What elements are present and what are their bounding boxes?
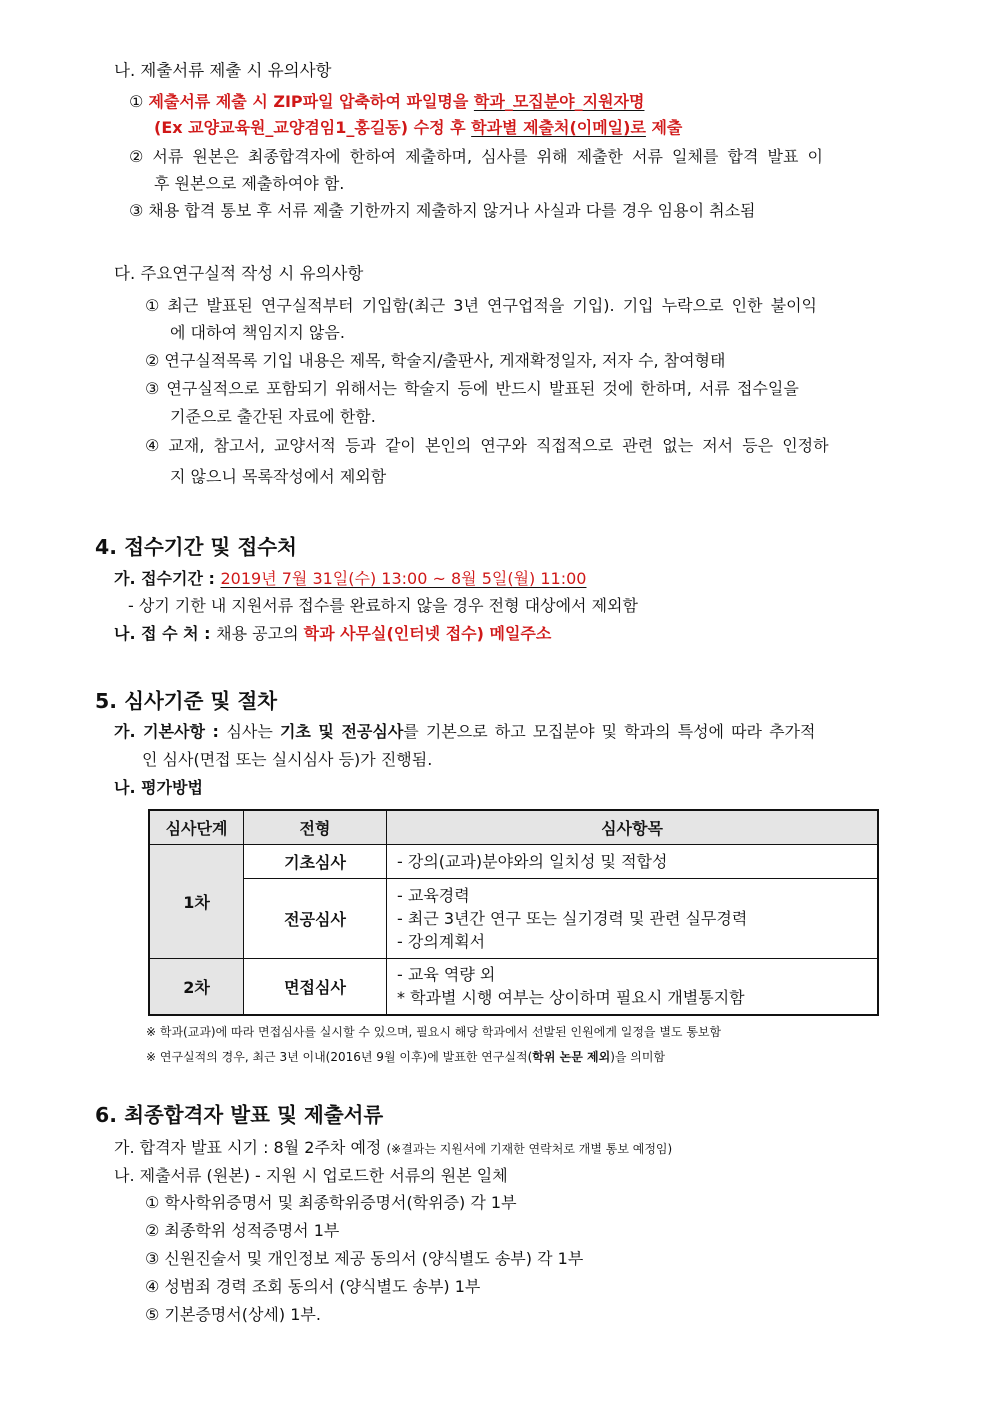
research-note-3-line2: 기준으로 출간된 자료에 한함. [170,407,376,426]
list-item: - 최근 3년간 연구 또는 실기경력 및 관련 실무경력 [397,909,748,928]
field-label: 가. 접수기간 : [114,569,221,588]
highlight-text: (Ex 교양교육원_교양겸임1_홍길동) 수정 후 [154,118,472,137]
application-place [114,623,551,645]
field-value: 2019년 7월 31일(수) 13:00 ~ 8월 5일(월) 11:00 [220,569,587,588]
highlight-text: 제출 [645,118,683,137]
application-period [114,568,586,590]
items-cell [387,959,879,1015]
announcement-date [114,1137,672,1160]
document-item: ③ 신원진술서 및 개인정보 제공 동의서 (양식별도 송부) 각 1부 [145,1249,584,1268]
highlight-text: 제출서류 제출 시 ZIP파일 압축하여 파일명을 [148,92,474,111]
type-cell: 기초심사 [244,845,387,879]
application-period-note: - 상기 기한 내 지원서류 접수를 완료하지 않을 경우 전형 대상에서 제외함 [128,596,638,615]
list-item: * 학과별 시행 여부는 상이하며 필요시 개별통지함 [397,988,745,1008]
item-number: ① [129,92,144,111]
footnote-text: ※ 연구실적의 경우, 최근 3년 이내(2016년 9월 이후)에 발표한 연구실적( [146,1050,533,1064]
research-note-1-line2: 에 대하여 책임지지 않음. [170,323,345,342]
table-row [149,959,878,1015]
table-footnote-2 [146,1046,665,1068]
research-note-4-line2: 지 않으니 목록작성에서 제외함 [170,467,387,486]
items-cell [387,845,879,879]
items-cell [387,879,879,959]
footnote-text-bold: 학위 논문 제외 [532,1050,611,1064]
field-label: 나. 접 수 처 : [114,624,217,643]
footnote-text: )을 의미함 [610,1050,666,1064]
table-footnote-1: ※ 학과(교과)에 따라 면접심사를 실시할 수 있으며, 필요시 해당 학과에서 선발된 인원에게 일정을 별도 통보함 [146,1025,722,1039]
submission-note-2-line1: ② 서류 원본은 최종합격자에 한하여 제출하며, 심사를 위해 제출한 서류 일체를 합격 발표 이 [129,147,823,166]
required-documents-label: 나. 제출서류 (원본) - 지원 시 업로드한 서류의 원본 일체 [114,1166,508,1185]
submission-note-2-line2: 후 원본으로 제출하여야 함. [154,174,345,193]
table-row [149,879,878,959]
stage-cell: 2차 [149,959,244,1015]
table-header-row [149,810,878,845]
basic-criteria-line1 [114,721,815,743]
section-heading-5: 5. 심사기준 및 절차 [95,689,278,713]
section-heading-6: 6. 최종합격자 발표 및 제출서류 [95,1103,384,1127]
list-item: - 강의(교과)분야와의 일치성 및 적합성 [397,852,668,871]
section-heading-research-notes: 다. 주요연구실적 작성 시 유의사항 [114,264,364,283]
list-item: - 교육 역량 외 [397,965,496,985]
basic-criteria-line2: 인 심사(면접 또는 실시심사 등)가 진행됨. [142,750,433,769]
research-note-1-line1: ① 최근 발표된 연구실적부터 기입함(최근 3년 연구업적을 기입). 기입 누락으로 인한 불이익 [145,296,817,315]
field-text-bold: 기초 및 전공심사 [279,722,404,741]
evaluation-method-label: 나. 평가방법 [114,778,203,797]
table-row [149,845,878,879]
list-item: - 교육경력 [397,886,470,905]
submission-note-1-line2 [154,117,682,139]
research-note-2: ② 연구실적목록 기입 내용은 제목, 학술지/출판사, 게재확정일자, 저자 수, 참여형태 [145,351,726,370]
research-note-3-line1: ③ 연구실적으로 포함되기 위해서는 학술지 등에 반드시 발표된 것에 한하며, 서류 접수일을 [145,379,799,398]
field-label: 가. 기본사항 : [114,722,227,741]
highlight-text: 학과별 제출처(이메일)로 [471,118,646,137]
table-header: 심사항목 [387,810,879,845]
table-header: 심사단계 [149,810,244,845]
type-cell: 면접심사 [244,959,387,1015]
stage-cell: 1차 [149,845,244,959]
field-text: 를 기본으로 하고 모집분야 및 학과의 특성에 따라 추가적 [403,722,816,741]
document-item: ⑤ 기본증명서(상세) 1부. [145,1305,321,1324]
document-item: ① 학사학위증명서 및 최종학위증명서(학위증) 각 1부 [145,1193,517,1212]
submission-note-3: ③ 채용 합격 통보 후 서류 제출 기한까지 제출하지 않거나 사실과 다를 경우 임용이 취소됨 [129,201,756,220]
highlight-text: 학과_모집분야_지원자명 [473,92,645,111]
evaluation-table [148,809,879,1016]
field-text: 채용 공고의 [216,624,304,643]
table-header: 전형 [244,810,387,845]
document-item: ② 최종학위 성적증명서 1부 [145,1221,340,1240]
research-note-4-line1: ④ 교재, 참고서, 교양서적 등과 같이 본인의 연구와 직접적으로 관련 없는 저서 등은 인정하 [145,436,829,455]
submission-note-1-line1 [129,91,644,113]
field-text: 심사는 [226,722,280,741]
section-heading-4: 4. 접수기간 및 접수처 [95,535,297,559]
document-item: ④ 성범죄 경력 조회 동의서 (양식별도 송부) 1부 [145,1277,481,1296]
list-item: - 강의계획서 [397,932,486,951]
field-value: 학과 사무실(인터넷 접수) 메일주소 [303,624,552,643]
field-text: 가. 합격자 발표 시기 : 8월 2주차 예정 [114,1138,387,1157]
field-note: (※결과는 지원서에 기재한 연락처로 개별 통보 예정임) [386,1142,673,1156]
section-heading-submission-notes: 나. 제출서류 제출 시 유의사항 [114,61,332,80]
type-cell: 전공심사 [244,879,387,959]
